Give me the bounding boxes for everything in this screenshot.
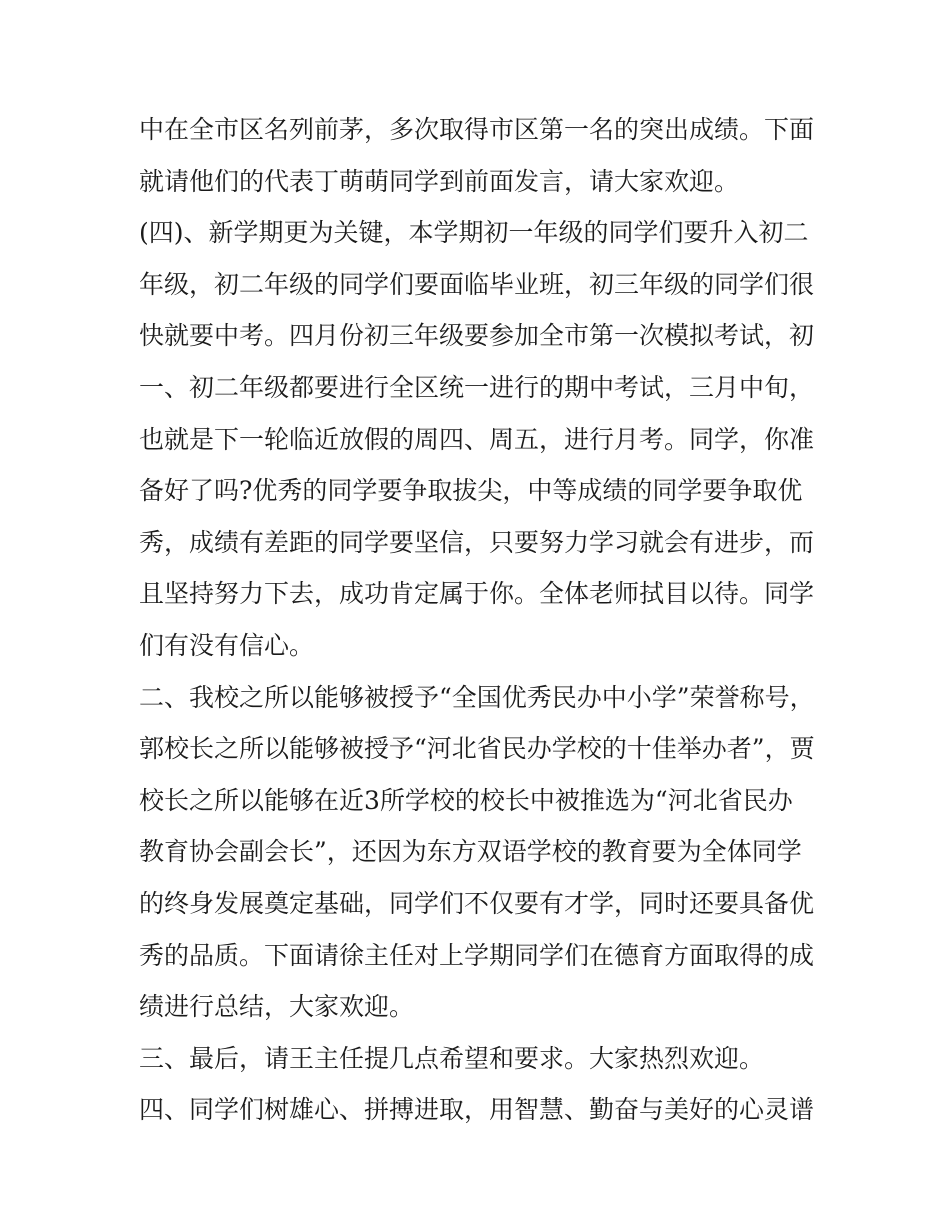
text-line: 郭校长之所以能够被授予“河北省民办学校的十佳举办者”，贾 — [139, 734, 815, 764]
body-text — [139, 104, 819, 1136]
text-line: 一、初二年级都要进行全区统一进行的期中考试，三月中旬， — [139, 372, 815, 402]
text-line: 三、最后，请王主任提几点希望和要求。大家热烈欢迎。 — [139, 1043, 765, 1073]
text-line: 校长之所以能够在近3所学校的校长中被推选为“河北省民办 — [139, 785, 793, 815]
text-line: 教育协会副会长”，还因为东方双语学校的教育要为全体同学 — [139, 837, 802, 867]
text-line: (四)、新学期更为关键，本学期初一年级的同学们要升入初二 — [139, 218, 809, 248]
text-line: 们有没有信心。 — [139, 630, 315, 660]
text-line: 且坚持努力下去，成功肯定属于你。全体老师拭目以待。同学 — [139, 579, 815, 609]
text-line: 绩进行总结，大家欢迎。 — [139, 992, 415, 1022]
text-line: 就请他们的代表丁萌萌同学到前面发言，请大家欢迎。 — [139, 166, 740, 196]
text-line: 秀的品质。下面请徐主任对上学期同学们在德育方面取得的成 — [139, 940, 815, 970]
text-line: 秀，成绩有差距的同学要坚信，只要努力学习就会有进步，而 — [139, 527, 815, 557]
text-line: 也就是下一轮临近放假的周四、周五，进行月考。同学，你准 — [139, 424, 815, 454]
text-line: 年级，初二年级的同学们要面临毕业班，初三年级的同学们很 — [139, 269, 815, 299]
text-line: 的终身发展奠定基础，同学们不仅要有才学，同时还要具备优 — [139, 888, 815, 918]
text-line: 四、同学们树雄心、拼搏进取，用智慧、勤奋与美好的心灵谱 — [139, 1095, 815, 1125]
text-line: 中在全市区名列前茅，多次取得市区第一名的突出成绩。下面 — [139, 115, 815, 144]
text-line: 二、我校之所以能够被授予“全国优秀民办中小学”荣誉称号， — [139, 682, 815, 712]
text-line: 备好了吗?优秀的同学要争取拔尖，中等成绩的同学要争取优 — [139, 476, 803, 506]
text-line: 快就要中考。四月份初三年级要参加全市第一次模拟考试，初 — [139, 321, 815, 351]
